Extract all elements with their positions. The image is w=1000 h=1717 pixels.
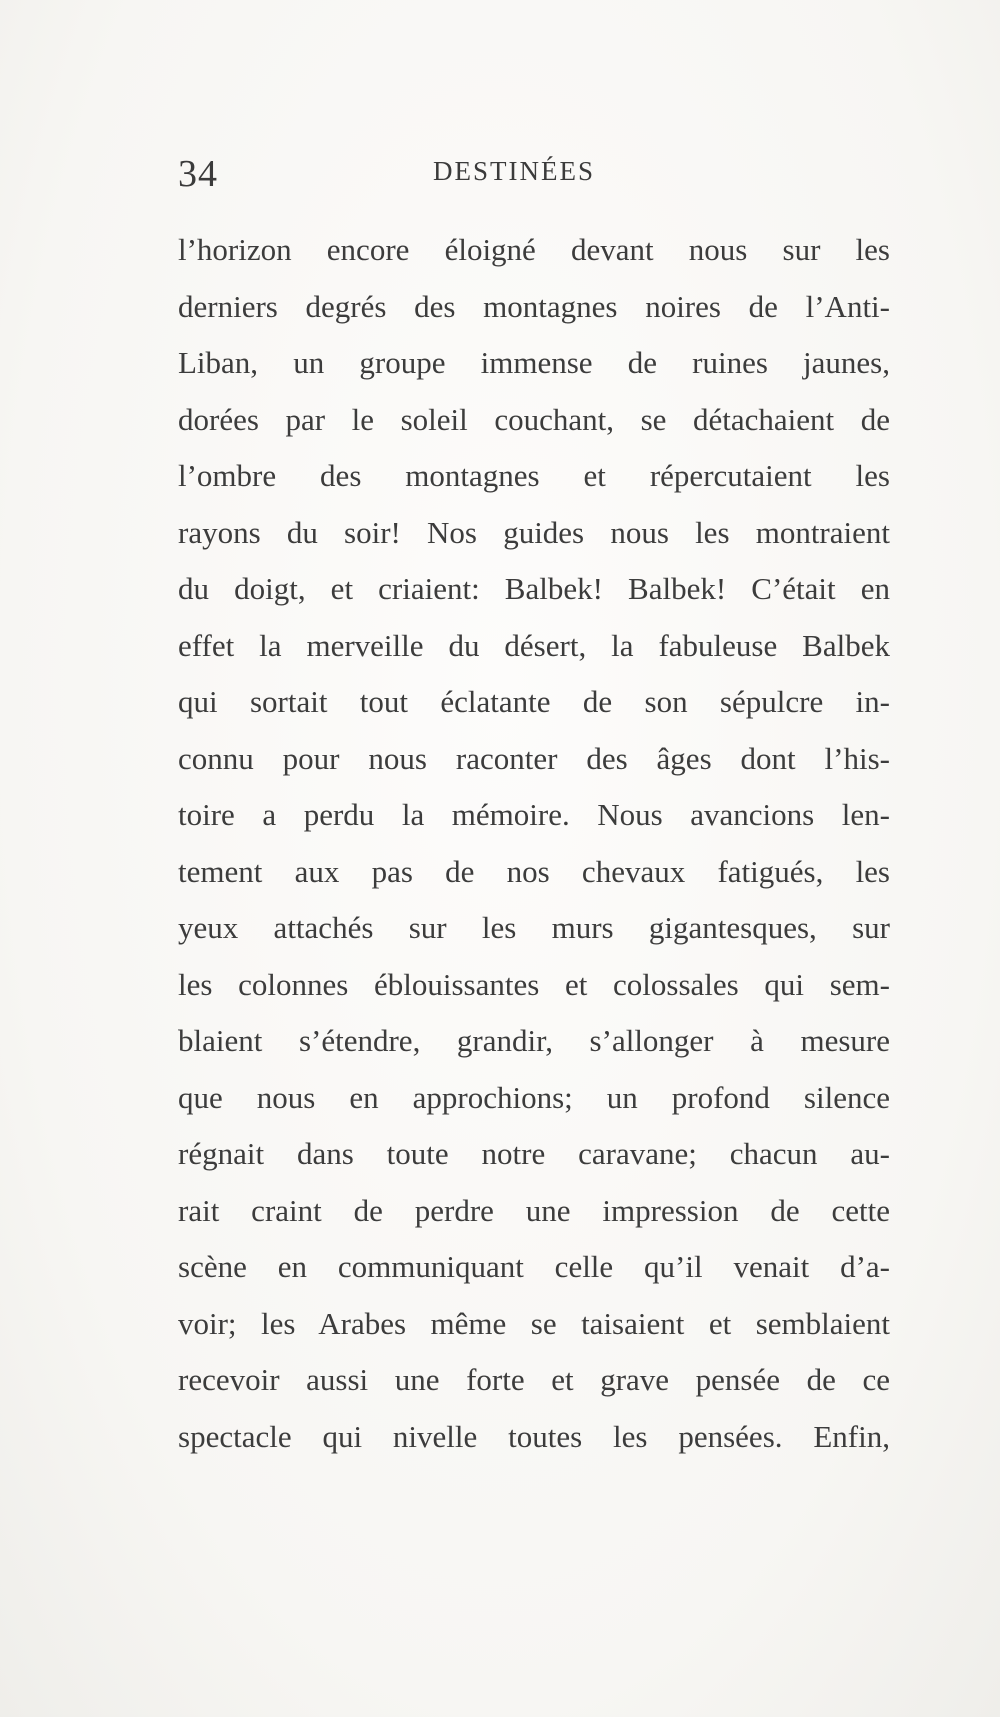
text-line: yeux attachés sur les murs gigantesques, sur [178, 910, 890, 945]
text-line: Liban, un groupe immense de ruines jaunes, [178, 345, 890, 380]
text-line: scène en communiquant celle qu’il venait d’a- [178, 1249, 890, 1284]
text-line: spectacle qui nivelle toutes les pensées. Enfin, [178, 1418, 890, 1454]
text-line: tement aux pas de nos chevaux fatigués, les [178, 853, 890, 889]
text-line: l’horizon encore éloigné devant nous sur les [178, 232, 890, 267]
text-line: blaient s’étendre, grandir, s’allonger à mesure [178, 1023, 890, 1058]
body-text [178, 222, 890, 1465]
page-header [178, 150, 892, 200]
text-line: rayons du soir! Nos guides nous les montraient [178, 514, 890, 550]
text-line: dorées par le soleil couchant, se détachaient de [178, 401, 890, 437]
text-line: qui sortait tout éclatante de son sépulcre in- [178, 684, 890, 719]
running-head: DESTINÉES [433, 156, 595, 186]
text-line: derniers degrés des montagnes noires de l’Anti- [178, 288, 890, 324]
text-line: du doigt, et criaient: Balbek! Balbek! C’était en [178, 571, 890, 606]
text-line: connu pour nous raconter des âges dont l’his- [178, 740, 890, 776]
text-line: effet la merveille du désert, la fabuleuse Balbek [178, 627, 890, 663]
text-line: toire a perdu la mémoire. Nous avancions len- [178, 797, 890, 832]
page-number: 34 [178, 153, 218, 195]
text-line: voir; les Arabes même se taisaient et semblaient [178, 1305, 890, 1341]
text-line: l’ombre des montagnes et répercutaient les [178, 458, 890, 493]
text-line: rait craint de perdre une impression de cette [178, 1192, 890, 1228]
text-line: que nous en approchions; un profond silence [178, 1079, 890, 1115]
text-line: régnait dans toute notre caravane; chacun au- [178, 1136, 890, 1171]
text-line: les colonnes éblouissantes et colossales qui sem- [178, 966, 890, 1002]
text-line: recevoir aussi une forte et grave pensée de ce [178, 1362, 890, 1397]
